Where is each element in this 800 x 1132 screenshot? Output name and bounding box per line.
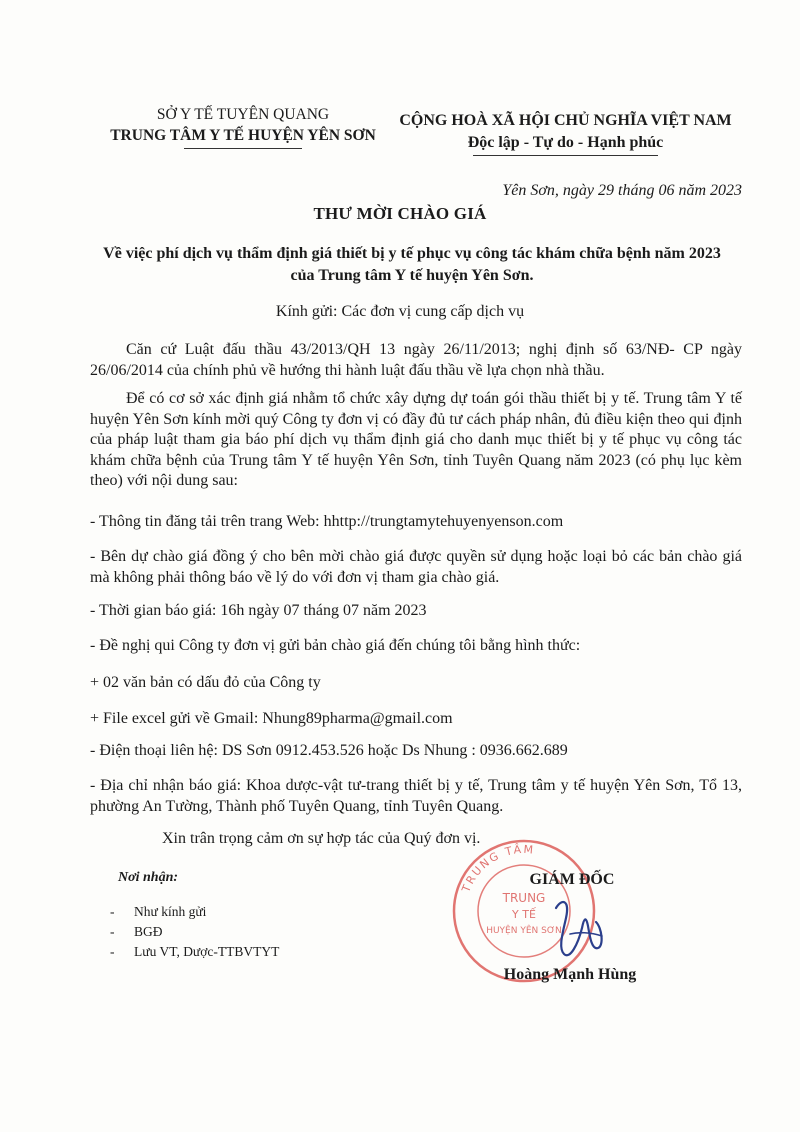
recipient-item: - Lưu VT, Dược-TTBVTYT — [110, 944, 280, 959]
item-rights: - Bên dự chào giá đồng ý cho bên mời chào giá được quyền sử dụng hoặc loại bỏ các bản chào giá mà không phải thông báo về lý do với đơn vị tham gia chào giá. — [90, 548, 742, 586]
issuer-header — [78, 104, 408, 149]
nation-name: CỘNG HOÀ XÃ HỘI CHỦ NGHĨA VIỆT NAM — [399, 112, 732, 129]
recipients-title: Nơi nhận: — [118, 870, 179, 885]
recipients-list — [110, 902, 279, 962]
date-line: Yên Sơn, ngày 29 tháng 06 năm 2023 — [502, 182, 742, 199]
para-invitation: Để có cơ sở xác định giá nhằm tổ chức xây dựng dự toán gói thầu thiết bị y tế. Trung tâm Y tế huyện Yên Sơn kính mời quý Công ty đơn vị có đầy đủ tư cách pháp nhân, đủ điều kiện theo qui định của pháp luật tham gia báo phí dịch vụ thẩm định giá cho danh mục thiết bị y tế phục vụ công tác khám chữa bệnh của Trung tâm Y tế huyện Yên Sơn, tỉnh Tuyên Quang năm 2023 (có phụ lục kèm theo) với nội dung sau: — [90, 390, 742, 489]
national-motto: Độc lập - Tự do - Hạnh phúc — [467, 134, 664, 151]
motto-underline — [473, 155, 658, 156]
handwritten-signature — [548, 888, 608, 968]
item-address: - Địa chỉ nhận báo giá: Khoa dược-vật tư-trang thiết bị y tế, Trung tâm y tế huyện Yên Sơn, Tổ 13, phường An Tường, Thành phố Tuyên Quang, tỉnh Tuyên Quang. — [90, 777, 742, 815]
org-underline — [184, 148, 302, 149]
recipient-item: - BGĐ — [110, 924, 163, 939]
document-title: THƯ MỜI CHÀO GIÁ — [313, 204, 487, 223]
stamp-arc-text: TRUNG TÂM — [459, 842, 536, 895]
para-legal-basis: Căn cứ Luật đấu thầu 43/2013/QH 13 ngày 26/11/2013; nghị định số 63/NĐ- CP ngày 26/06/2014 của chính phủ về hướng thi hành luật đấu thầu về lựa chọn nhà thầu. — [90, 341, 742, 379]
org-name: TRUNG TÂM Y TẾ HUYỆN YÊN SƠN — [110, 127, 376, 144]
closing-line: Xin trân trọng cảm ơn sự hợp tác của Quý đơn vị. — [162, 830, 481, 847]
org-parent: SỞ Y TẾ TUYÊN QUANG — [156, 106, 330, 123]
item-web: - Thông tin đăng tải trên trang Web: hhttp://trungtamytehuyenyenson.com — [90, 513, 564, 530]
item-deadline: - Thời gian báo giá: 16h ngày 07 tháng 07 năm 2023 — [90, 602, 427, 619]
item-paper: + 02 văn bản có dấu đỏ của Công ty — [90, 674, 321, 691]
item-phone: - Điện thoại liên hệ: DS Sơn 0912.453.526 hoặc Ds Nhung : 0936.662.689 — [90, 742, 568, 759]
signer-name: Hoàng Mạnh Hùng — [503, 966, 637, 983]
national-header — [388, 110, 743, 156]
stamp-center-2: Y TẾ — [512, 908, 536, 921]
greeting: Kính gửi: Các đơn vị cung cấp dịch vụ — [275, 303, 525, 320]
stamp-center-1: TRUNG — [502, 891, 546, 905]
recipient-item: - Như kính gửi — [110, 904, 207, 919]
signer-role: GIÁM ĐỐC — [529, 871, 615, 888]
document-subject: Về việc phí dịch vụ thẩm định giá thiết bị y tế phục vụ công tác khám chữa bệnh năm 2023 của Trung tâm Y tế huyện Yên Sơn. — [103, 245, 721, 284]
item-method: - Đề nghị qui Công ty đơn vị gửi bản chào giá đến chúng tôi bằng hình thức: — [90, 637, 581, 654]
item-email: + File excel gửi về Gmail: Nhung89pharma@gmail.com — [90, 710, 453, 727]
stamp-center-3: HUYỆN YÊN SƠN — [486, 926, 562, 936]
